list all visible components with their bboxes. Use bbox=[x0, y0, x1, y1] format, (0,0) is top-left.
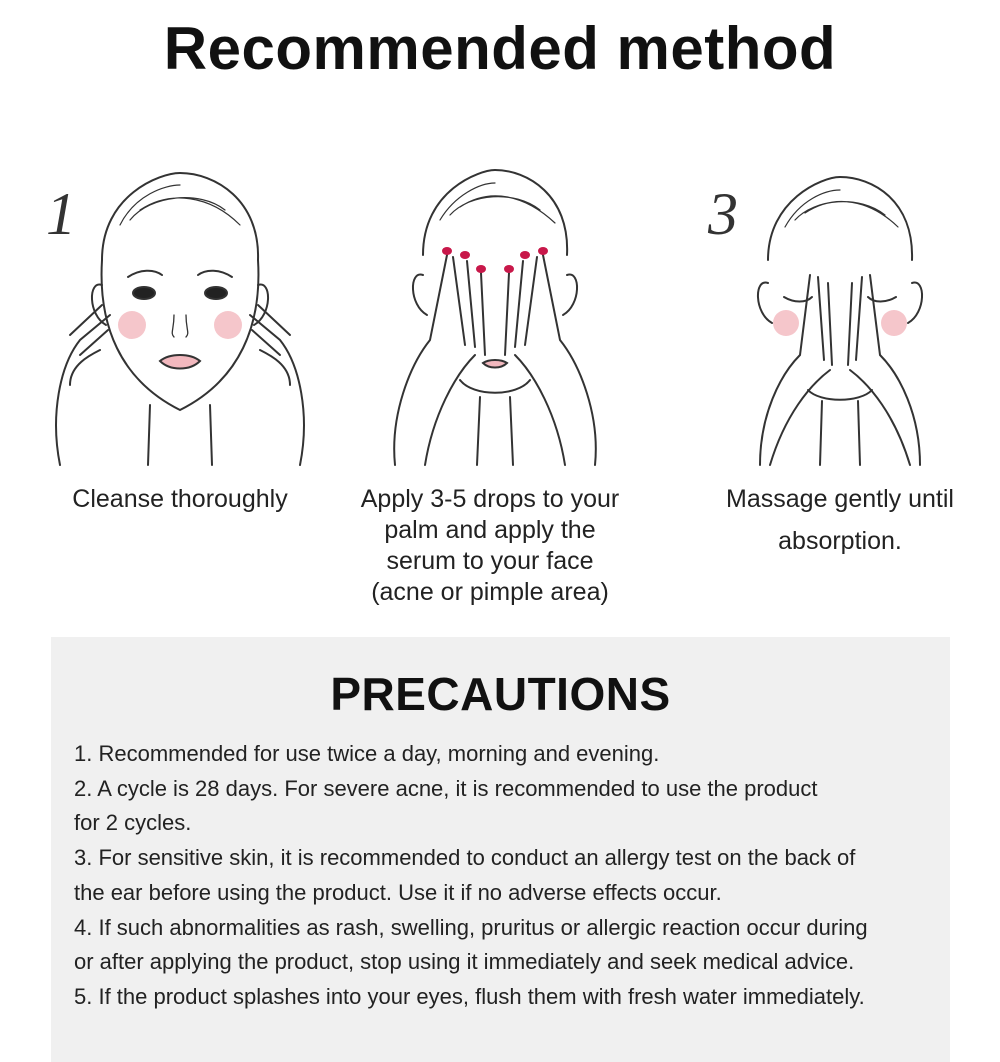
precaution-line: 4. If such abnormalities as rash, swelling, pruritus or allergic reaction occur during bbox=[74, 914, 868, 940]
precaution-line: for 2 cycles. bbox=[74, 810, 192, 836]
precaution-line: or after applying the product, stop using it immediately and seek medical advice. bbox=[74, 949, 855, 975]
face-applying-serum-illustration bbox=[355, 165, 635, 475]
caption-line: Massage gently until bbox=[726, 485, 954, 513]
precautions-list bbox=[74, 737, 944, 1015]
precaution-line: 3. For sensitive skin, it is recommended to conduct an allergy test on the back of bbox=[74, 845, 856, 871]
precautions-title: PRECAUTIONS bbox=[330, 668, 671, 720]
caption-line: Cleanse thoroughly bbox=[72, 485, 288, 513]
caption-line: palm and apply the bbox=[384, 516, 596, 544]
precautions-panel bbox=[51, 637, 950, 1062]
precaution-line: 1. Recommended for use twice a day, morning and evening. bbox=[74, 741, 660, 766]
step-3-caption bbox=[700, 478, 980, 562]
step-1-caption bbox=[30, 484, 330, 515]
face-massaging-illustration bbox=[700, 165, 980, 475]
step-number-3: 3 bbox=[708, 181, 738, 247]
precaution-line: the ear before using the product. Use it if no adverse effects occur. bbox=[74, 879, 722, 905]
precaution-line: 5. If the product splashes into your eyes, flush them with fresh water immediately. bbox=[74, 983, 865, 1009]
precaution-line: 2. A cycle is 28 days. For severe acne, it is recommended to use the product bbox=[74, 775, 818, 801]
caption-line: absorption. bbox=[778, 527, 902, 555]
step-2-caption bbox=[340, 484, 640, 608]
step-number-1: 1 bbox=[46, 181, 76, 247]
page-title: Recommended method bbox=[163, 15, 837, 82]
caption-line: (acne or pimple area) bbox=[371, 578, 609, 606]
face-cleansing-illustration bbox=[40, 165, 320, 475]
caption-line: Apply 3-5 drops to your bbox=[360, 485, 620, 513]
caption-line: serum to your face bbox=[386, 547, 594, 575]
